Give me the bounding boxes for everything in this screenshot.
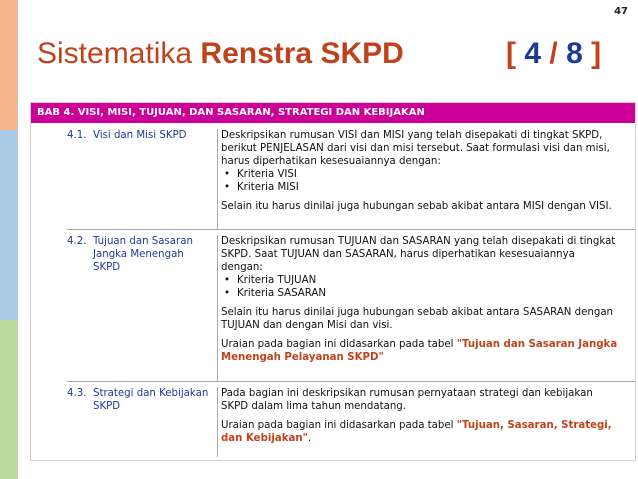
- table-reference: "Tujuan dan Sasaran Jangka Menengah Pelayanan SKPD": [221, 339, 618, 363]
- side-stripe-green: [0, 320, 17, 479]
- slide-counter: [506, 36, 601, 72]
- description-text: [221, 419, 619, 445]
- description-text: Pada bagian ini deskripsikan rumusan pernyataan strategi dan kebijakan SKPD dalam lima tahun mendatang.: [221, 388, 593, 412]
- list-item: • Kriteria TUJUAN: [221, 274, 619, 287]
- row-number: 4.1.: [67, 130, 87, 141]
- title-part1: Sistematika: [37, 37, 193, 70]
- description-text: Deskripsikan rumusan TUJUAN dan SASARAN yang telah disepakati di tingkat SKPD. Saat TUJUAN dan SASARAN, harus diperhatikan kesesuaiannya dengan:: [221, 236, 616, 273]
- title-part2: Renstra SKPD: [200, 37, 404, 70]
- content-table: [30, 102, 636, 461]
- table-reference: "Tujuan, Sasaran, Strategi, dan Kebijakan": [221, 420, 612, 444]
- column-divider: [217, 387, 218, 457]
- slide-title: [37, 36, 404, 72]
- row-number: 4.2.: [67, 236, 87, 247]
- counter-current: 4: [524, 37, 542, 70]
- list-item: • Kriteria VISI: [221, 168, 619, 181]
- side-divider: [17, 0, 18, 479]
- row-label: [67, 129, 219, 142]
- row-label: [67, 387, 219, 413]
- table-row: [31, 235, 635, 381]
- table-row: [31, 387, 635, 457]
- table-header: BAB 4. VISI, MISI, TUJUAN, DAN SASARAN, STRATEGI DAN KEBIJAKAN: [31, 103, 635, 123]
- row-description: [221, 129, 619, 213]
- row-title: Strategi dan Kebijakan SKPD: [93, 388, 209, 412]
- counter-total: 8: [566, 37, 583, 70]
- list-item: • Kriteria MISI: [221, 181, 619, 194]
- counter-close: ]: [591, 37, 602, 70]
- table-row: [31, 129, 635, 225]
- row-number: 4.3.: [67, 388, 87, 399]
- text-prefix: Uraian pada bagian ini didasarkan pada tabel: [221, 420, 457, 431]
- row-label: [67, 235, 219, 274]
- description-text: [221, 338, 619, 364]
- list-item: • Kriteria SASARAN: [221, 287, 619, 300]
- description-text: Deskripsikan rumusan VISI dan MISI yang telah disepakati di tingkat SKPD, berikut PENJELASAN dari visi dan misi tersebut. Saat formulasi visi dan misi, harus diperhatikan kesesuaiannya dengan:: [221, 130, 610, 167]
- page-number: 47: [614, 6, 628, 17]
- counter-open: [: [506, 37, 516, 70]
- counter-sep: /: [549, 37, 558, 70]
- criteria-list: [221, 274, 619, 300]
- text-prefix: Uraian pada bagian ini didasarkan pada tabel: [221, 339, 457, 350]
- criteria-list: [221, 168, 619, 194]
- column-divider: [217, 235, 218, 381]
- row-divider: [67, 381, 635, 382]
- side-stripe-blue: [0, 130, 17, 320]
- description-text: Selain itu harus dinilai juga hubungan sebab akibat antara SASARAN dengan TUJUAN dan dengan Misi dan visi.: [221, 307, 614, 331]
- row-title: Tujuan dan Sasaran Jangka Menengah SKPD: [93, 236, 193, 273]
- row-divider: [67, 229, 635, 230]
- description-text: Selain itu harus dinilai juga hubungan sebab akibat antara MISI dengan VISI.: [221, 201, 612, 212]
- row-title: Visi dan Misi SKPD: [93, 130, 187, 141]
- column-divider: [217, 129, 218, 229]
- side-stripe-orange: [0, 0, 17, 130]
- text-suffix: .: [307, 433, 312, 444]
- row-description: [221, 387, 619, 445]
- row-description: [221, 235, 619, 364]
